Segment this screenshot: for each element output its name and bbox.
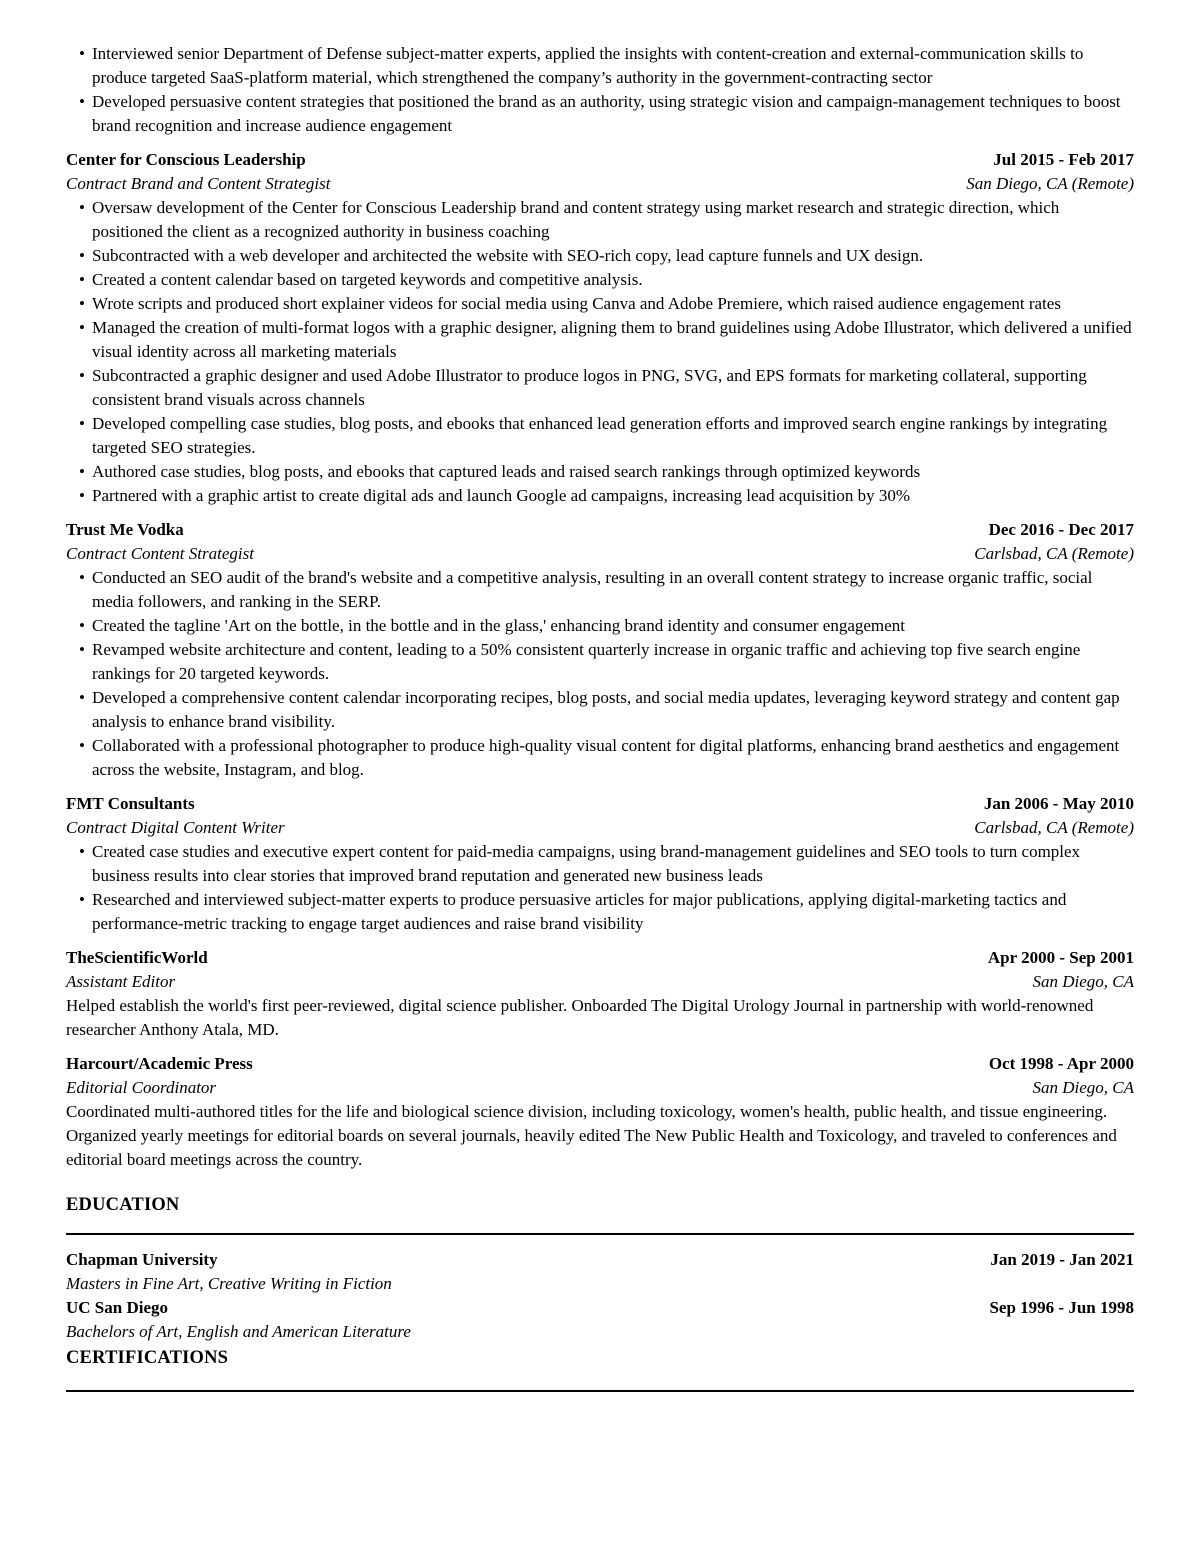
bullet-item: • Subcontracted with a web developer and architected the website with SEO-rich copy, lead capture funnels and UX design. [66,244,1134,268]
bullet-item: • Managed the creation of multi-format logos with a graphic designer, aligning them to brand guidelines using Adobe Illustrator, which delivered a unified visual identity across all marketing materials [66,316,1134,364]
job-entry-center-for-conscious-leadership [66,148,1134,508]
job-entry-trust-me-vodka [66,518,1134,782]
job-title: Contract Content Strategist [66,544,254,563]
bullet-item: • Conducted an SEO audit of the brand's website and a competitive analysis, resulting in an overall content strategy to increase organic traffic, social media followers, and ranking in the SERP. [66,566,1134,614]
job-entry-thescientificworld [66,946,1134,1042]
job-bullet-list [66,566,1134,782]
bullet-item: • Developed compelling case studies, blog posts, and ebooks that enhanced lead generation efforts and improved search engine rankings by integrating targeted SEO strategies. [66,412,1134,460]
section-divider [66,1233,1134,1235]
job-title: Editorial Coordinator [66,1078,217,1097]
bullet-item: • Collaborated with a professional photographer to produce high-quality visual content for digital platforms, enhancing brand aesthetics and engagement across the website, Instagram, and blog. [66,734,1134,782]
bullet-item: • Created a content calendar based on targeted keywords and competitive analysis. [66,268,1134,292]
bullet-item: • Oversaw development of the Center for Conscious Leadership brand and content strategy using market research and strategic direction, which positioned the client as a recognized authority in business coaching [66,196,1134,244]
job-title: Contract Brand and Content Strategist [66,174,331,193]
company-name: FMT Consultants [66,794,195,813]
bullet-item: • Developed persuasive content strategies that positioned the brand as an authority, using strategic vision and campaign-management techniques to boost brand recognition and increase audience engagement [66,90,1134,138]
section-heading-education: EDUCATION [66,1195,180,1215]
company-name: Center for Conscious Leadership [66,150,306,169]
education-entry [66,1296,1134,1320]
leading-bullet-list [66,42,1134,138]
company-name: Harcourt/Academic Press [66,1054,253,1073]
bullet-item: • Wrote scripts and produced short explainer videos for social media using Canva and Adobe Premiere, which raised audience engagement rates [66,292,1134,316]
job-title: Assistant Editor [66,972,176,991]
job-location: Carlsbad, CA (Remote) [974,818,1134,837]
job-bullet-list [66,840,1134,936]
job-dates: Apr 2000 - Sep 2001 [987,948,1134,967]
company-name: TheScientificWorld [66,948,208,967]
job-entry-harcourt-academic-press [66,1052,1134,1172]
job-summary: Coordinated multi-authored titles for the life and biological science division, including toxicology, women's health, public health, and tissue engineering. Organized yearly meetings for editorial boards on several journals, heavily edited The New Public Health and Toxicology, and traveled to conferences and editorial board meetings across the country. [66,1102,1117,1169]
education-entry [66,1248,1134,1272]
section-heading-certifications: CERTIFICATIONS [66,1348,229,1368]
school-name: Chapman University [66,1250,218,1269]
job-dates: Dec 2016 - Dec 2017 [988,520,1134,539]
education-dates: Sep 1996 - Jun 1998 [989,1298,1134,1317]
bullet-item: • Revamped website architecture and content, leading to a 50% consistent quarterly increase in organic traffic and achieving top five search engine rankings for 20 targeted keywords. [66,638,1134,686]
company-name: Trust Me Vodka [66,520,184,539]
bullet-item: • Interviewed senior Department of Defense subject-matter experts, applied the insights with content-creation and external-communication skills to produce targeted SaaS-platform material, which strengthened the company’s authority in the government-contracting sector [66,42,1134,90]
job-dates: Jan 2006 - May 2010 [983,794,1134,813]
education-dates: Jan 2019 - Jan 2021 [990,1250,1134,1269]
bullet-item: • Developed a comprehensive content calendar incorporating recipes, blog posts, and social media updates, leveraging keyword strategy and content gap analysis to enhance brand visibility. [66,686,1134,734]
job-dates: Jul 2015 - Feb 2017 [993,150,1134,169]
job-dates: Oct 1998 - Apr 2000 [988,1054,1134,1073]
job-location: San Diego, CA [1032,1078,1134,1097]
bullet-item: • Researched and interviewed subject-matter experts to produce persuasive articles for major publications, applying digital-marketing tactics and performance-metric tracking to engage target audiences and raise brand visibility [66,888,1134,936]
job-location: Carlsbad, CA (Remote) [974,544,1134,563]
degree: Masters in Fine Art, Creative Writing in Fiction [66,1274,392,1293]
job-bullet-list [66,196,1134,508]
degree: Bachelors of Art, English and American Literature [66,1322,411,1341]
job-summary: Helped establish the world's first peer-reviewed, digital science publisher. Onboarded The Digital Urology Journal in partnership with world-renowned researcher Anthony Atala, MD. [66,996,1094,1039]
section-divider [66,1390,1134,1392]
bullet-item: • Authored case studies, blog posts, and ebooks that captured leads and raised search rankings through optimized keywords [66,460,1134,484]
bullet-item: • Created case studies and executive expert content for paid-media campaigns, using brand-management guidelines and SEO tools to turn complex business results into clear stories that improved brand reputation and generated new business leads [66,840,1134,888]
school-name: UC San Diego [66,1298,169,1317]
job-entry-fmt-consultants [66,792,1134,936]
job-location: San Diego, CA [1032,972,1134,991]
job-title: Contract Digital Content Writer [66,818,285,837]
bullet-item: • Subcontracted a graphic designer and used Adobe Illustrator to produce logos in PNG, SVG, and EPS formats for marketing collateral, supporting consistent brand visuals across channels [66,364,1134,412]
job-location: San Diego, CA (Remote) [966,174,1134,193]
bullet-item: • Partnered with a graphic artist to create digital ads and launch Google ad campaigns, increasing lead acquisition by 30% [66,484,1134,508]
bullet-item: • Created the tagline 'Art on the bottle, in the bottle and in the glass,' enhancing brand identity and consumer engagement [66,614,1134,638]
